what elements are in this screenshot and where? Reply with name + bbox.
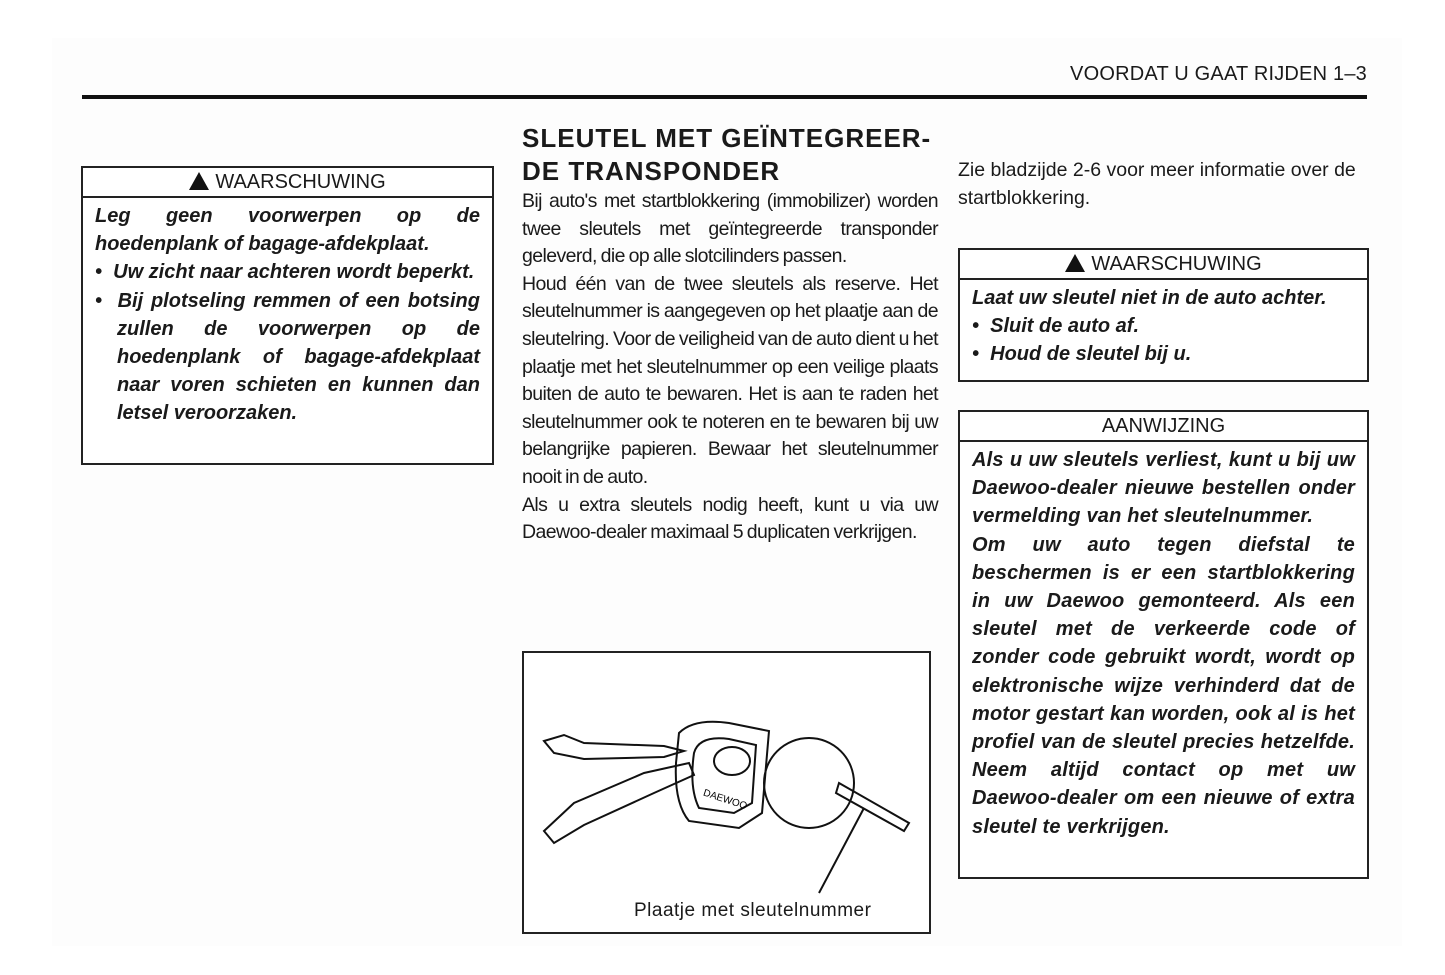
page-number: 1–3 [1333, 63, 1367, 85]
warning-bullet: • Bij plotseling remmen of een botsing zullen de voorwerpen op de hoedenplank of bagage-afdekplaat naar voren schieten en kunnen dan letsel veroorzaken. [95, 289, 480, 425]
paragraph: Zie bladzijde 2-6 voor meer informatie over de startblokkering. [958, 159, 1356, 209]
paragraph: Als u extra sleutels nodig heeft, kunt u via uw Daewoo-dealer maximaal 5 duplicaten verkrijgen. [522, 493, 938, 544]
warning-title: WAARSCHUWING [83, 168, 492, 198]
paragraph: Bij auto's met startblokkering (immobilizer) worden twee sleutels met geïntegreerde transponder geleverd, die op alle slotcilinders passen. [522, 190, 938, 268]
section-heading: SLEUTEL MET GEÏNTEGREER- DE TRANSPONDER [522, 123, 932, 186]
paragraph: Houd één van de twee sleutels als reserve. Het sleutelnummer is aangegeven op het plaatje aan de sleutelring. Voor de veiligheid van de auto dient u het plaatje met het sleutelnummer op een veilige plaats buiten de auto te bewaren. Het is aan te raden het sleutelnummer ook te noteren en te bewaren bij uw belangrijke papieren. Bewaar het sleutelnummer nooit in de auto. [522, 272, 938, 488]
key-illustration [522, 651, 931, 934]
left-warning-box [81, 166, 494, 465]
warning-icon [1065, 254, 1085, 272]
keys-drawing [524, 653, 929, 932]
warning-title: WAARSCHUWING [960, 250, 1367, 280]
daewoo-logo: DAEWOO [701, 787, 749, 813]
note-title: AANWIJZING [960, 412, 1367, 442]
warning-bullet: • Uw zicht naar achteren wordt beperkt. [95, 261, 475, 284]
warning-icon [189, 172, 209, 190]
figure-caption: Plaatje met sleutelnummer [634, 900, 872, 921]
warning-lead: Leg geen voorwerpen op de hoedenplank of bagage-afdekplaat. [95, 205, 480, 256]
right-column [958, 156, 1370, 212]
warning-bullet: • Sluit de auto af. [972, 315, 1140, 338]
right-warning-box [958, 248, 1369, 382]
middle-column [522, 122, 938, 547]
section-title: VOORDAT U GAAT RIJDEN [1070, 63, 1328, 85]
note-paragraph: Als u uw sleutels verliest, kunt u bij uw Daewoo-dealer nieuwe bestellen onder vermelding van het sleutelnummer. [972, 449, 1355, 528]
note-paragraph: Om uw auto tegen diefstal te beschermen is er een startblokkering in uw Daewoo gemonteerd. Als een sleutel met de verkeerde code of zonder code gebruikt wordt, wordt op elektronische wijze verhinderd dat de motor gestart kan worden, ook al is het profiel van de sleutel precies hetzelfde. Neem altijd contact op met uw Daewoo-dealer om een nieuwe of extra sleutel te verkrijgen. [972, 533, 1355, 838]
warning-bullet: • Houd de sleutel bij u. [972, 343, 1192, 366]
warning-lead: Laat uw sleutel niet in de auto achter. [972, 287, 1327, 309]
header-rule [82, 95, 1367, 99]
running-header [1070, 63, 1367, 86]
note-box [958, 410, 1369, 879]
